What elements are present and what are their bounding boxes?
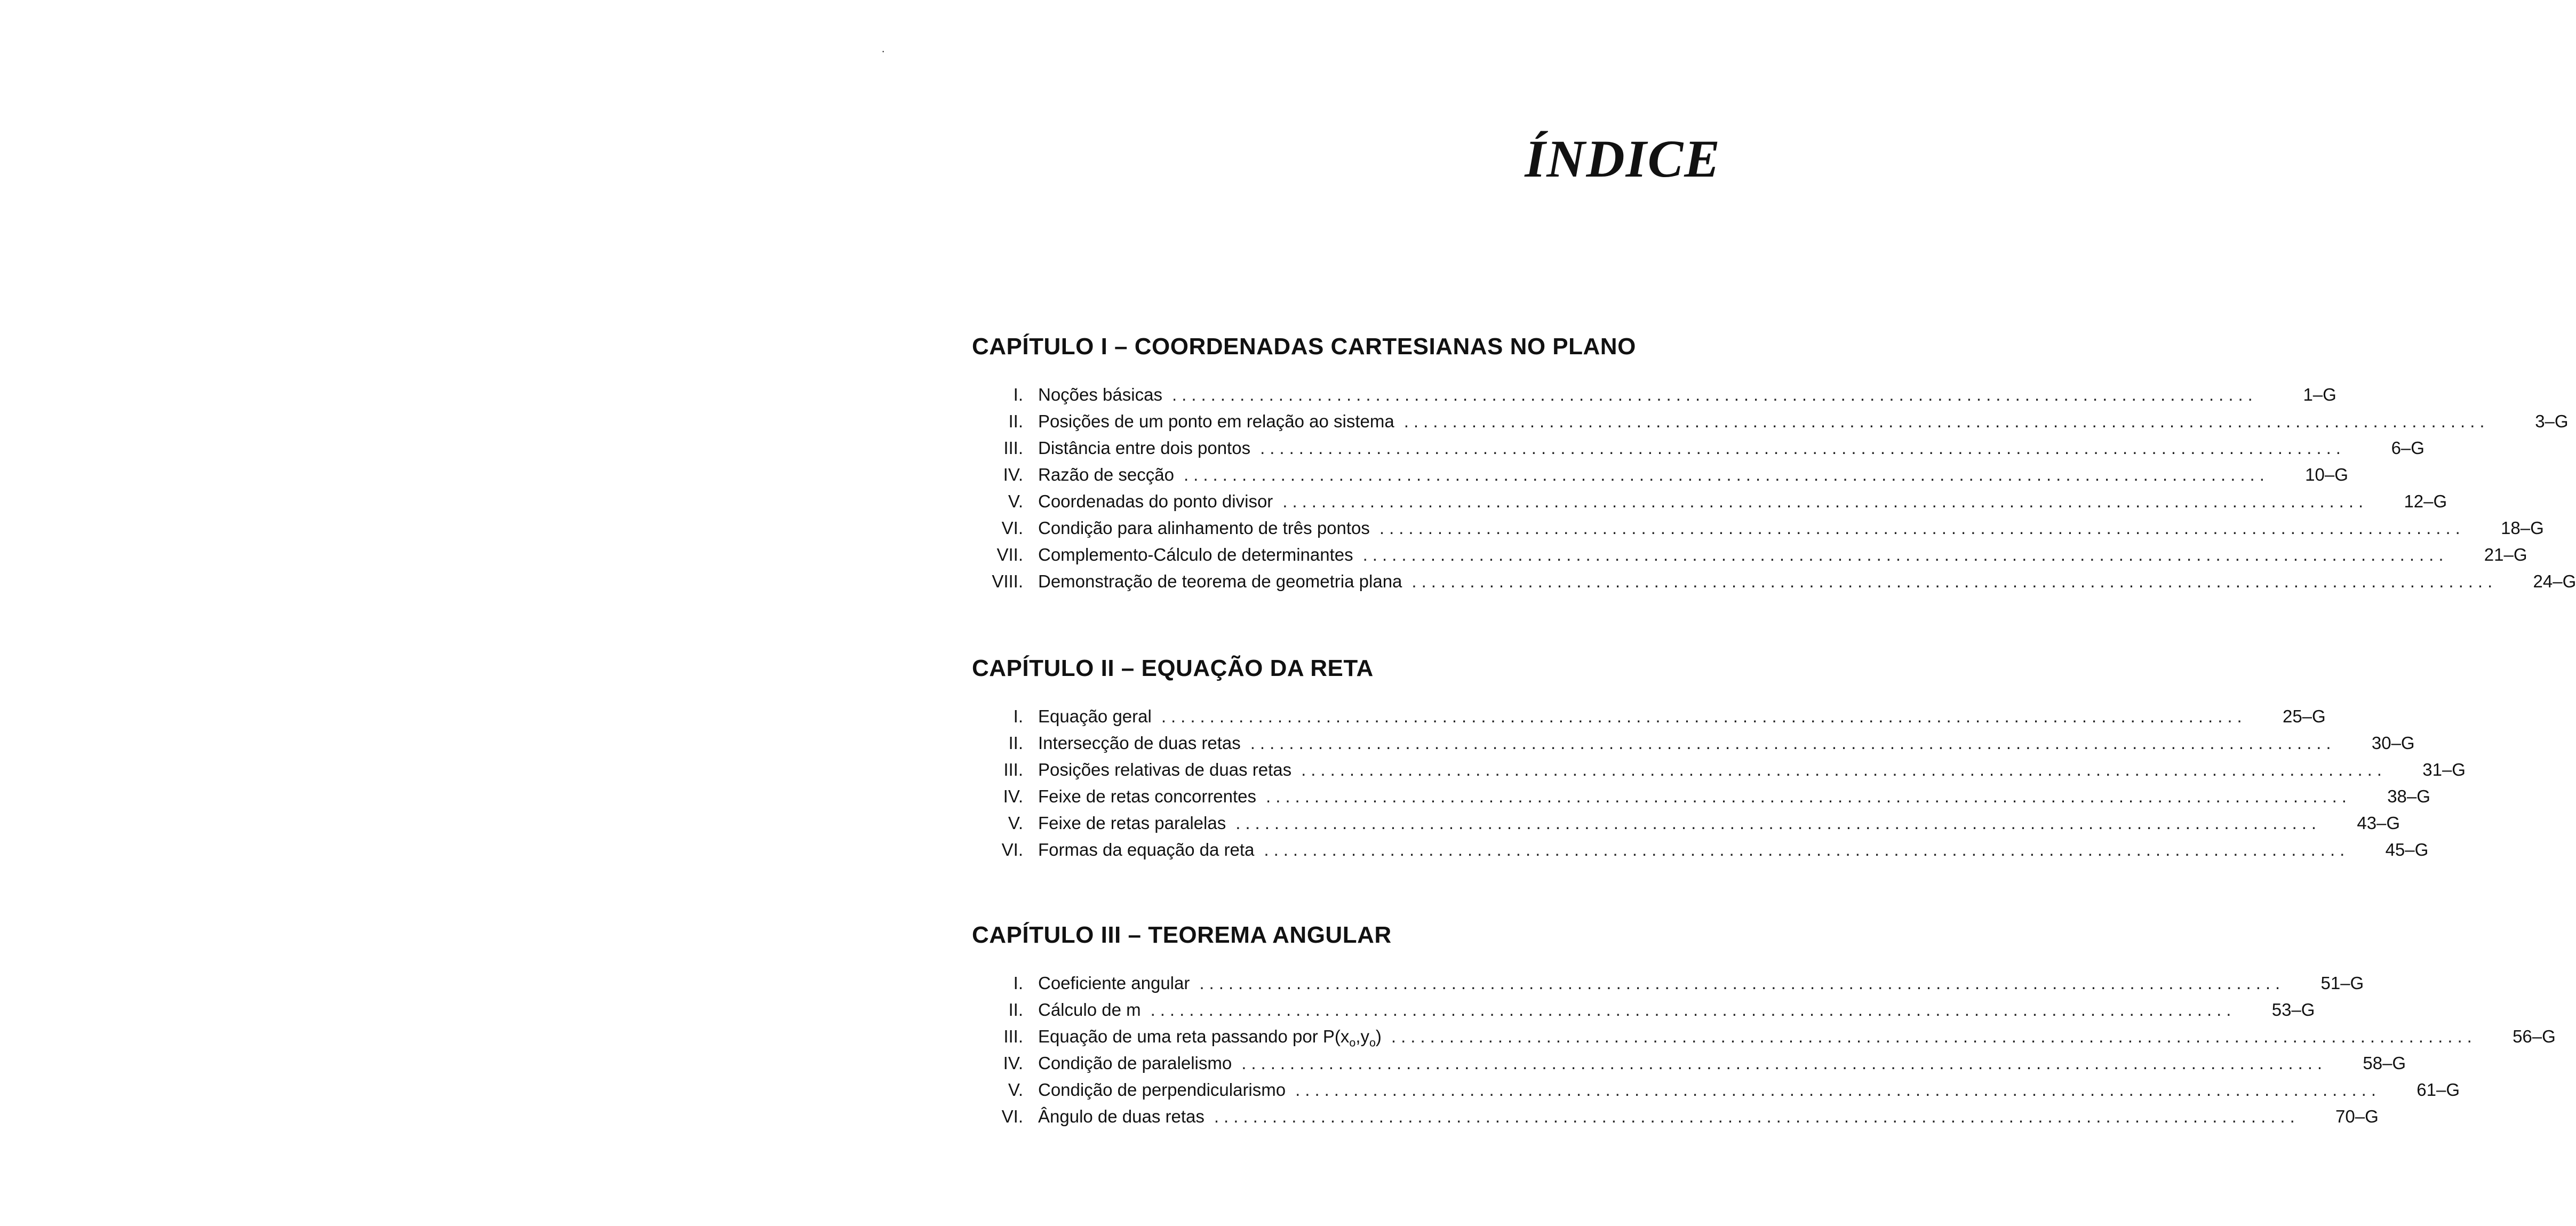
entry-page: 25–G xyxy=(2282,706,2326,726)
entry-label: Complemento-Cálculo de determinantes xyxy=(1038,545,1353,564)
entry-number: III. xyxy=(1003,1026,1023,1046)
dot-leader: ................................................................................................................ xyxy=(1301,760,2387,779)
entry-page: 53–G xyxy=(2271,1000,2315,1020)
entry-number: V. xyxy=(1008,491,1023,511)
entry-number: III. xyxy=(1003,760,1023,779)
entry-page: 1–G xyxy=(2303,385,2336,404)
entry-label: Condição de perpendicularismo xyxy=(1038,1080,1286,1100)
subscript: o xyxy=(1369,1036,1376,1049)
entry-page: 30–G xyxy=(2371,733,2415,753)
toc-entry[interactable] xyxy=(972,760,2466,786)
entry-label: Feixe de retas paralelas xyxy=(1038,813,1226,833)
index-page xyxy=(875,0,2576,1226)
dot-leader: ................................................................................................................ xyxy=(1150,1000,2236,1020)
entry-label: Noções básicas xyxy=(1038,385,1162,404)
entry-number: IV. xyxy=(1003,1053,1023,1073)
scan-speck: · xyxy=(881,45,886,58)
entry-label: Coordenadas do ponto divisor xyxy=(1038,491,1273,511)
chapter-3 xyxy=(972,922,2556,1133)
toc-entry[interactable] xyxy=(972,1026,2556,1053)
toc-entry[interactable] xyxy=(972,518,2544,545)
chapter-heading: CAPÍTULO I – COORDENADAS CARTESIANAS NO PLANO xyxy=(972,333,1636,360)
chapter-1 xyxy=(972,333,2576,598)
dot-leader: ................................................................................................................ xyxy=(1184,465,2269,484)
entry-number: VIII. xyxy=(992,571,1023,591)
chapter-heading: CAPÍTULO II – EQUAÇÃO DA RETA xyxy=(972,655,1374,681)
entry-number: VI. xyxy=(1001,840,1023,859)
entry-page: 51–G xyxy=(2320,973,2364,993)
entry-page: 12–G xyxy=(2404,491,2447,511)
toc-entry[interactable] xyxy=(972,411,2569,438)
dot-leader: ................................................................................................................ xyxy=(1295,1080,2381,1100)
chapter-1-items xyxy=(972,385,2576,598)
entry-label: Posições de um ponto em relação ao sistema xyxy=(1038,411,1394,431)
dot-leader: ................................................................................................................ xyxy=(1379,518,2465,538)
subscript: o xyxy=(1349,1036,1356,1049)
dot-leader: ................................................................................................................ xyxy=(1362,545,2449,564)
entry-page: 38–G xyxy=(2387,786,2430,806)
entry-label: Razão de secção xyxy=(1038,465,1174,484)
entry-page: 70–G xyxy=(2335,1106,2379,1126)
toc-entry[interactable] xyxy=(972,491,2447,518)
toc-entry[interactable] xyxy=(972,571,2576,598)
entry-label-text: Equação de uma reta passando por P(x xyxy=(1038,1026,1350,1046)
toc-entry[interactable] xyxy=(972,1080,2460,1106)
dot-leader: ................................................................................................................ xyxy=(1171,385,2258,404)
toc-entry[interactable] xyxy=(972,465,2348,491)
chapter-heading: CAPÍTULO III – TEOREMA ANGULAR xyxy=(972,922,1392,948)
dot-leader: ................................................................................................................ xyxy=(1411,571,2498,591)
entry-number: I. xyxy=(1013,973,1023,993)
chapter-3-items xyxy=(972,973,2556,1133)
entry-number: IV. xyxy=(1003,465,1023,484)
toc-entry[interactable] xyxy=(972,1053,2406,1080)
entry-label: Intersecção de duas retas xyxy=(1038,733,1241,753)
entry-label: Distância entre dois pontos xyxy=(1038,438,1251,458)
entry-number: II. xyxy=(1008,1000,1023,1020)
entry-page: 18–G xyxy=(2501,518,2544,538)
dot-leader: ................................................................................................................ xyxy=(1266,786,2351,806)
entry-number: III. xyxy=(1003,438,1023,458)
chapter-2-items xyxy=(972,706,2466,866)
dot-leader: ................................................................................................................ xyxy=(1161,706,2247,726)
entry-label: Demonstração de teorema de geometria plana xyxy=(1038,571,1402,591)
toc-entry[interactable] xyxy=(972,973,2364,1000)
page-title: ÍNDICE xyxy=(1525,129,1721,188)
chapter-2 xyxy=(972,655,2466,866)
entry-number: IV. xyxy=(1003,786,1023,806)
toc-entry[interactable] xyxy=(972,1000,2315,1026)
entry-number: VI. xyxy=(1001,1106,1023,1126)
entry-label: Condição de paralelismo xyxy=(1038,1053,1232,1073)
toc-entry[interactable] xyxy=(972,813,2400,840)
entry-number: VI. xyxy=(1001,518,1023,538)
entry-label: Equação geral xyxy=(1038,706,1152,726)
dot-leader: ................................................................................................................ xyxy=(1235,813,2322,833)
dot-leader: ................................................................................................................ xyxy=(1214,1106,2300,1126)
entry-number: I. xyxy=(1013,706,1023,726)
entry-page: 58–G xyxy=(2363,1053,2406,1073)
dot-leader: ................................................................................................................ xyxy=(1391,1026,2477,1046)
dot-leader: ................................................................................................................ xyxy=(1241,1053,2327,1073)
entry-label: Condição para alinhamento de três pontos xyxy=(1038,518,1370,538)
toc-entry[interactable] xyxy=(972,840,2429,866)
entry-number: II. xyxy=(1008,411,1023,431)
dot-leader: ................................................................................................................ xyxy=(1282,491,2368,511)
entry-page: 45–G xyxy=(2385,840,2429,859)
entry-page: 6–G xyxy=(2391,438,2425,458)
toc-entry[interactable] xyxy=(972,733,2415,760)
dot-leader: ................................................................................................................ xyxy=(1250,733,2336,753)
entry-page: 3–G xyxy=(2535,411,2569,431)
entry-label: Coeficiente angular xyxy=(1038,973,1190,993)
entry-label-text: ) xyxy=(1375,1026,1382,1046)
toc-entry[interactable] xyxy=(972,385,2336,411)
dot-leader: ................................................................................................................ xyxy=(1260,438,2346,458)
entry-page: 56–G xyxy=(2513,1026,2556,1046)
entry-number: V. xyxy=(1008,1080,1023,1100)
entry-label: Posições relativas de duas retas xyxy=(1038,760,1292,779)
toc-entry[interactable] xyxy=(972,545,2527,571)
entry-label-text: ,y xyxy=(1355,1026,1369,1046)
entry-page: 43–G xyxy=(2357,813,2400,833)
entry-label: Cálculo de m xyxy=(1038,1000,1141,1020)
entry-number: VII. xyxy=(996,545,1023,564)
entry-number: I. xyxy=(1013,385,1023,404)
entry-number: II. xyxy=(1008,733,1023,753)
toc-entry[interactable] xyxy=(972,1106,2379,1133)
entry-label xyxy=(1038,1026,1382,1050)
toc-entry[interactable] xyxy=(972,438,2425,465)
entry-page: 24–G xyxy=(2533,571,2576,591)
toc-entry[interactable] xyxy=(972,786,2430,813)
entry-page: 21–G xyxy=(2484,545,2527,564)
entry-label: Ângulo de duas retas xyxy=(1038,1106,1205,1126)
dot-leader: ................................................................................................................ xyxy=(1199,973,2285,993)
entry-label: Formas da equação da reta xyxy=(1038,840,1255,859)
entry-page: 31–G xyxy=(2422,760,2466,779)
dot-leader: ................................................................................................................ xyxy=(1264,840,2350,859)
entry-number: V. xyxy=(1008,813,1023,833)
entry-label: Feixe de retas concorrentes xyxy=(1038,786,1257,806)
entry-page: 10–G xyxy=(2305,465,2348,484)
toc-entry[interactable] xyxy=(972,706,2326,733)
entry-page: 61–G xyxy=(2417,1080,2460,1100)
dot-leader: ................................................................................................................ xyxy=(1403,411,2490,431)
blank-left-page xyxy=(0,0,886,1226)
